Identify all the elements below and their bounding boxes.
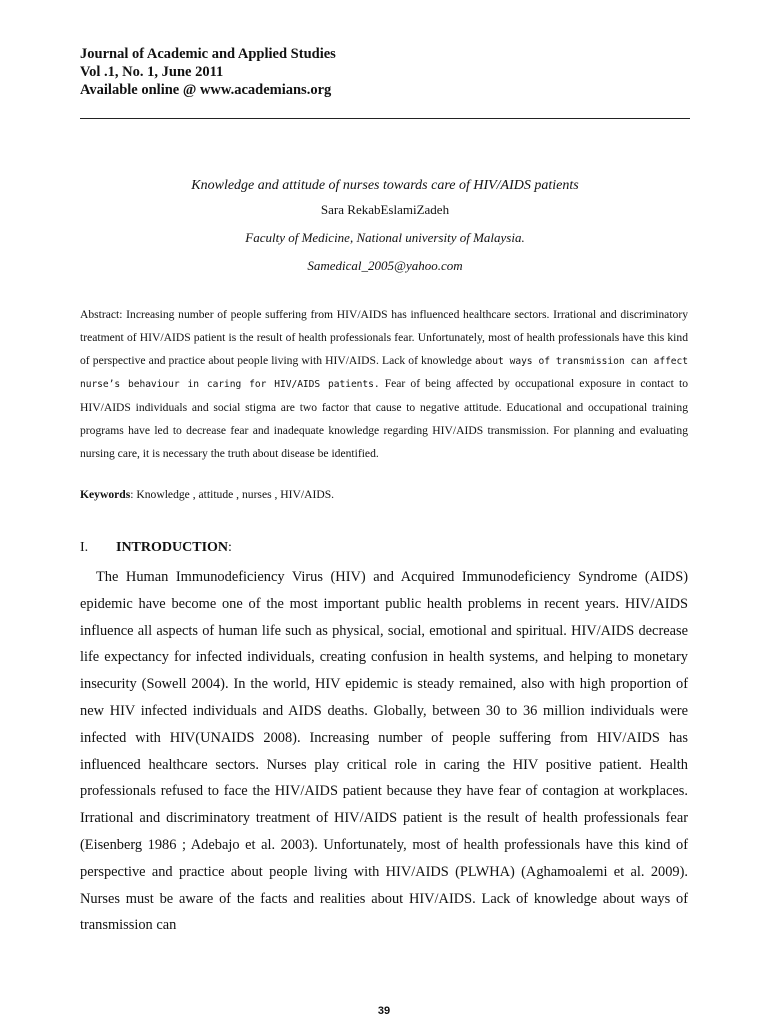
- keywords-text: : Knowledge , attitude , nurses , HIV/AIDS.: [130, 488, 335, 501]
- title-block: [80, 177, 690, 275]
- abstract-part-3: Fear of being affected by occupational exposure in contact to HIV/AIDS individuals and social stigma are two factor that cause to negative attitude. Educational and occupational training programs have led to decrease fear and inadequate knowledge regarding HIV/AIDS transmission. For planning and evaluating nursing care, it is necessary the truth about disease be identified.: [80, 377, 688, 460]
- journal-online: Available online @ www.academians.org: [80, 82, 332, 98]
- section-title: INTRODUCTION: [116, 540, 229, 555]
- abstract-part-2: about ways of transmission can affect nurse’s behaviour in caring for HIV/AIDS patients.: [80, 355, 688, 391]
- page-number: 39: [377, 1005, 391, 1017]
- journal-volume: Vol .1, No. 1, June 2011: [80, 64, 224, 80]
- keywords: [80, 484, 688, 506]
- section-colon: :: [228, 540, 232, 555]
- abstract-part-1: Abstract: Increasing number of people suffering from HIV/AIDS has influenced healthcare sectors. Irrational and discriminatory treatment of HIV/AIDS patient is the result of health professionals fear. Unfortunately, most of health professionals have this kind of perspective and practice about people living with HIV/AIDS. Lack of knowledge: [80, 308, 688, 367]
- keywords-label: Keywords: [80, 488, 131, 501]
- journal-header: [80, 45, 690, 99]
- journal-name: Journal of Academic and Applied Studies: [80, 46, 336, 62]
- author-name: Sara RekabEslamiZadeh: [320, 202, 450, 217]
- author-email: Samedical_2005@yahoo.com: [307, 258, 463, 273]
- abstract: [80, 304, 688, 466]
- author-affiliation: Faculty of Medicine, National university of Malaysia.: [245, 230, 525, 245]
- section-heading-introduction: [80, 537, 232, 559]
- paper-title: Knowledge and attitude of nurses towards care of HIV/AIDS patients: [191, 178, 579, 193]
- introduction-paragraph: The Human Immunodeficiency Virus (HIV) and Acquired Immunodeficiency Syndrome (AIDS) epidemic have become one of the most important public health problems in recent years. HIV/AIDS influence all aspects of human life such as physical, social, emotional and spiritual. HIV/AIDS decrease life expectancy for infected individuals, creating confusion in health systems, and helping to monetary insecurity (Sowell 2004). In the world, HIV epidemic is steady remained, also with high proportion of new HIV infected individuals and AIDS deaths. Globally, between 30 to 36 million individuals were infected with HIV(UNAIDS 2008). Increasing number of people suffering from HIV/AIDS has influenced healthcare sectors. Nurses play critical role in caring the HIV positive patient. Health professionals refused to face the HIV/AIDS patient because they have fear of contagion at workplaces. Irrational and discriminatory treatment of HIV/AIDS patient is the result of health professionals fear (Eisenberg 1986 ; Adebajo et al. 2003). Unfortunately, most of health professionals have this kind of perspective and practice about people living with HIV/AIDS (PLWHA) (Aghamoalemi et al. 2009). Nurses must be aware of the facts and realities about HIV/AIDS. Lack of knowledge about ways of transmission can: [80, 569, 688, 934]
- section-number: I.: [80, 540, 89, 555]
- header-divider: [80, 118, 690, 119]
